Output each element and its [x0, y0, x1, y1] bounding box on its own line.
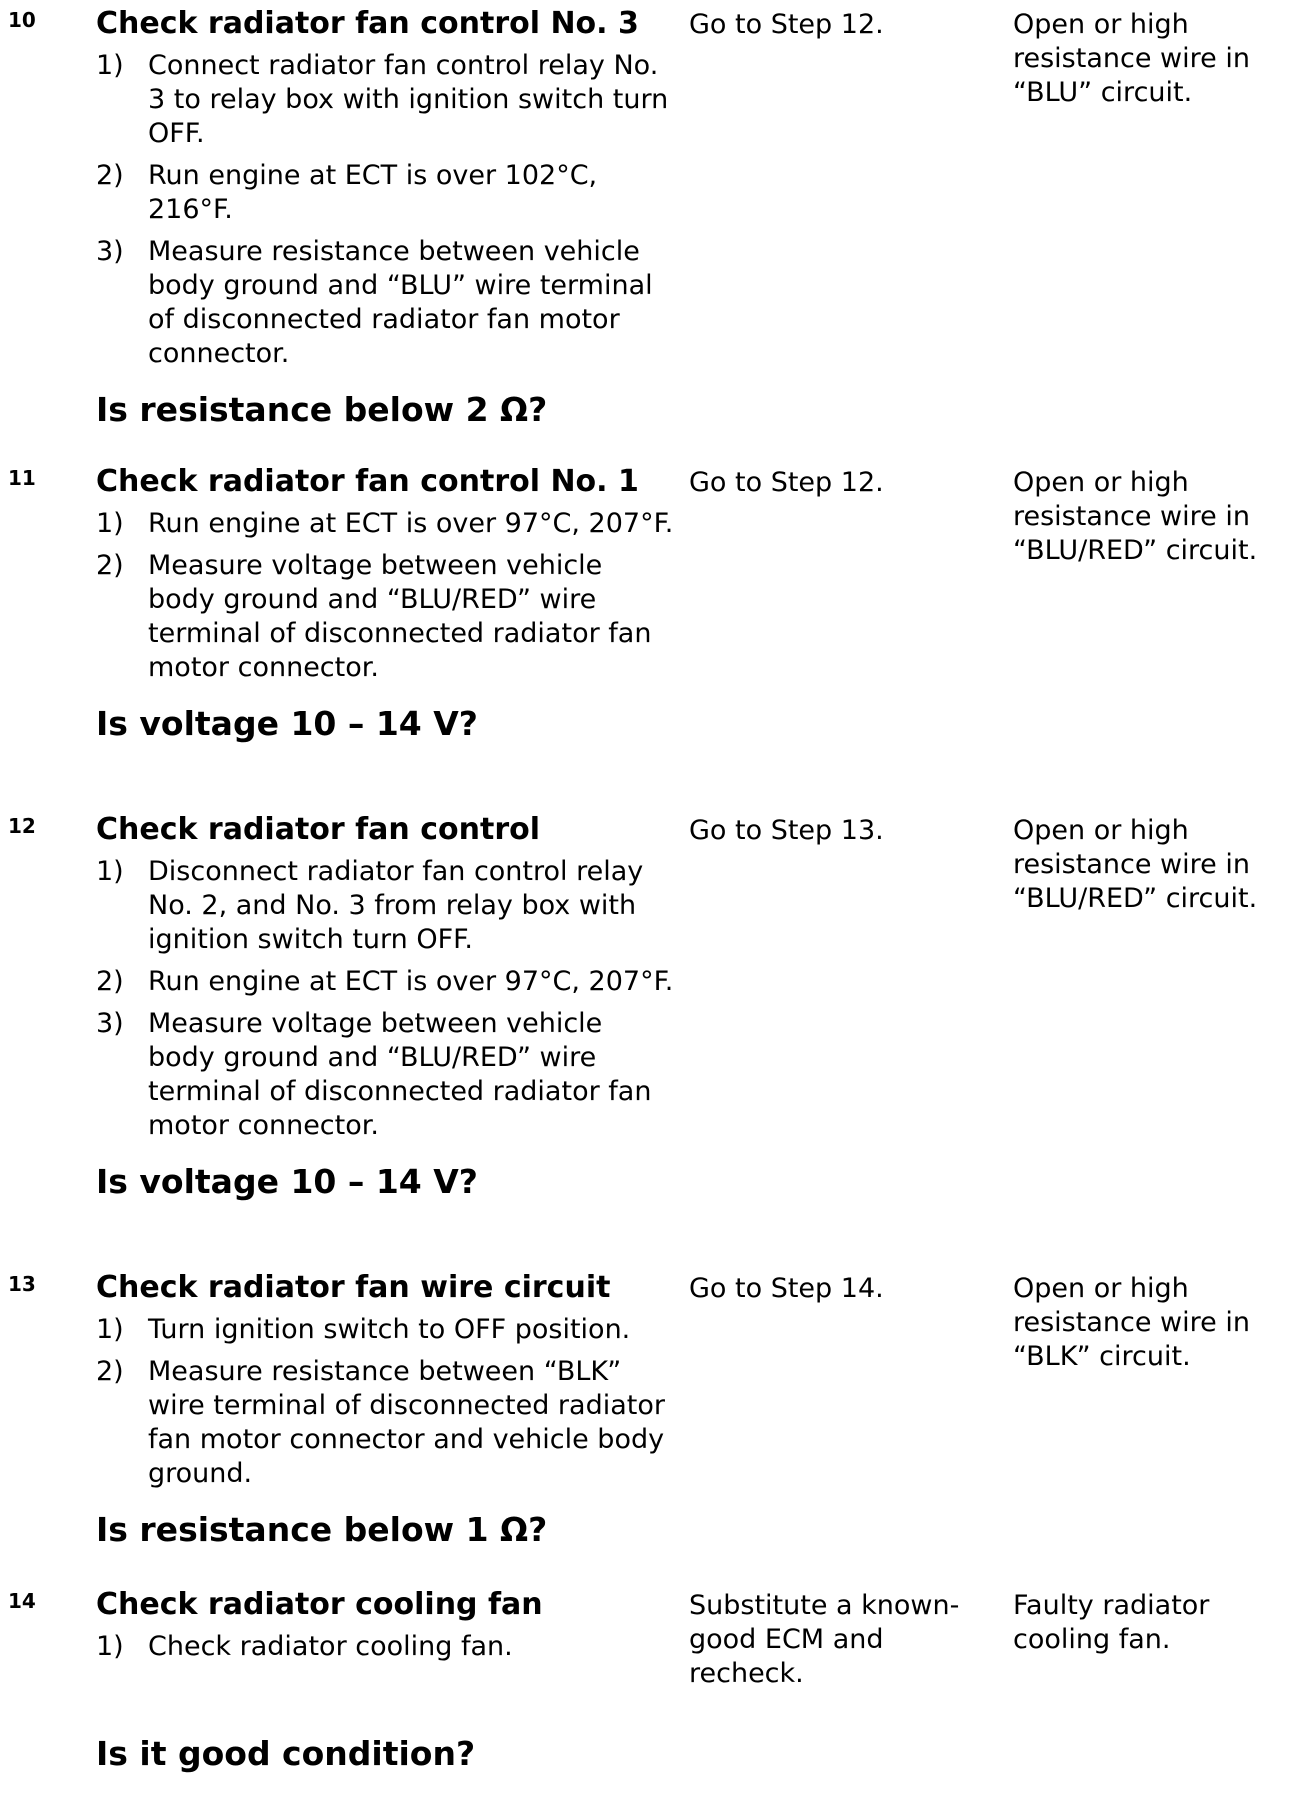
- sub-step-number: 1): [96, 508, 124, 539]
- sub-step-number: 1): [96, 1631, 124, 1662]
- step-number: 13: [8, 1272, 36, 1296]
- yes-result: Go to Step 12.: [689, 467, 884, 498]
- yes-result: Substitute a known-good ECM and recheck.: [689, 1590, 960, 1689]
- step-question: Is resistance below 2 Ω?: [96, 390, 548, 429]
- sub-step-text: Measure resistance between “BLK” wire terminal of disconnected radiator fan motor connector and vehicle body ground.: [148, 1356, 665, 1489]
- yes-result: Go to Step 13.: [689, 815, 884, 846]
- sub-step: [96, 1313, 676, 1347]
- sub-step-text: Measure voltage between vehicle body ground and “BLU/RED” wire terminal of disconnected radiator fan motor connector.: [148, 1008, 652, 1141]
- sub-step-text: Run engine at ECT is over 97°C, 207°F.: [148, 966, 674, 997]
- step-title: Check radiator fan control No. 3: [96, 6, 639, 41]
- sub-step-number: 1): [96, 50, 124, 81]
- step-question: Is voltage 10 – 14 V?: [96, 1162, 478, 1201]
- sub-step: [96, 1007, 676, 1143]
- yes-result: Go to Step 12.: [689, 9, 884, 40]
- step-action: [96, 810, 676, 1204]
- sub-step-number: 1): [96, 856, 124, 887]
- sub-step-text: Measure voltage between vehicle body ground and “BLU/RED” wire terminal of disconnected radiator fan motor connector.: [148, 550, 652, 683]
- sub-step-list: [96, 855, 676, 1143]
- sub-step: [96, 549, 676, 685]
- sub-step-list: [96, 1313, 676, 1491]
- sub-step-number: 2): [96, 160, 124, 191]
- step-question: Is voltage 10 – 14 V?: [96, 704, 478, 743]
- sub-step: [96, 507, 676, 541]
- step-number: 11: [8, 466, 36, 490]
- sub-step-number: 2): [96, 966, 124, 997]
- sub-step-text: Turn ignition switch to OFF position.: [148, 1314, 631, 1345]
- sub-step: [96, 1630, 676, 1664]
- step-number: 10: [8, 8, 36, 32]
- sub-step: [96, 235, 676, 371]
- step-number: 14: [8, 1589, 36, 1613]
- sub-step-number: 2): [96, 1356, 124, 1387]
- no-result: Open or high resistance wire in “BLU/RED” circuit.: [1013, 467, 1258, 566]
- sub-step: [96, 855, 676, 957]
- sub-step: [96, 49, 676, 151]
- step-title: Check radiator fan control: [96, 812, 541, 847]
- sub-step-text: Check radiator cooling fan.: [148, 1631, 513, 1662]
- no-result: Open or high resistance wire in “BLU” circuit.: [1013, 9, 1250, 108]
- sub-step-text: Disconnect radiator fan control relay No. 2, and No. 3 from relay box with ignition switch turn OFF.: [148, 856, 644, 955]
- sub-step-number: 3): [96, 1008, 124, 1039]
- no-result: Open or high resistance wire in “BLK” circuit.: [1013, 1273, 1250, 1372]
- step-action: [96, 462, 676, 746]
- yes-result: Go to Step 14.: [689, 1273, 884, 1304]
- step-title: Check radiator fan wire circuit: [96, 1270, 611, 1305]
- step-question: Is resistance below 1 Ω?: [96, 1510, 548, 1549]
- sub-step-number: 1): [96, 1314, 124, 1345]
- sub-step-list: [96, 507, 676, 685]
- step-action: [96, 1585, 676, 1776]
- step-title: Check radiator fan control No. 1: [96, 464, 639, 499]
- no-result: Open or high resistance wire in “BLU/RED” circuit.: [1013, 815, 1258, 914]
- sub-step-list: [96, 1630, 676, 1664]
- sub-step-text: Run engine at ECT is over 102°C, 216°F.: [148, 160, 598, 225]
- sub-step-list: [96, 49, 676, 371]
- step-action: [96, 1268, 676, 1552]
- sub-step-text: Connect radiator fan control relay No. 3 to relay box with ignition switch turn OFF.: [148, 50, 669, 149]
- step-title: Check radiator cooling fan: [96, 1587, 543, 1622]
- sub-step: [96, 1355, 676, 1491]
- no-result: Faulty radiator cooling fan.: [1013, 1590, 1210, 1655]
- step-question: Is it good condition?: [96, 1734, 476, 1773]
- sub-step-number: 3): [96, 236, 124, 267]
- sub-step: [96, 159, 676, 227]
- step-number: 12: [8, 814, 36, 838]
- step-action: [96, 4, 676, 432]
- sub-step-text: Run engine at ECT is over 97°C, 207°F.: [148, 508, 674, 539]
- sub-step-text: Measure resistance between vehicle body ground and “BLU” wire terminal of disconnected radiator fan motor connector.: [148, 236, 653, 369]
- sub-step-number: 2): [96, 550, 124, 581]
- sub-step: [96, 965, 676, 999]
